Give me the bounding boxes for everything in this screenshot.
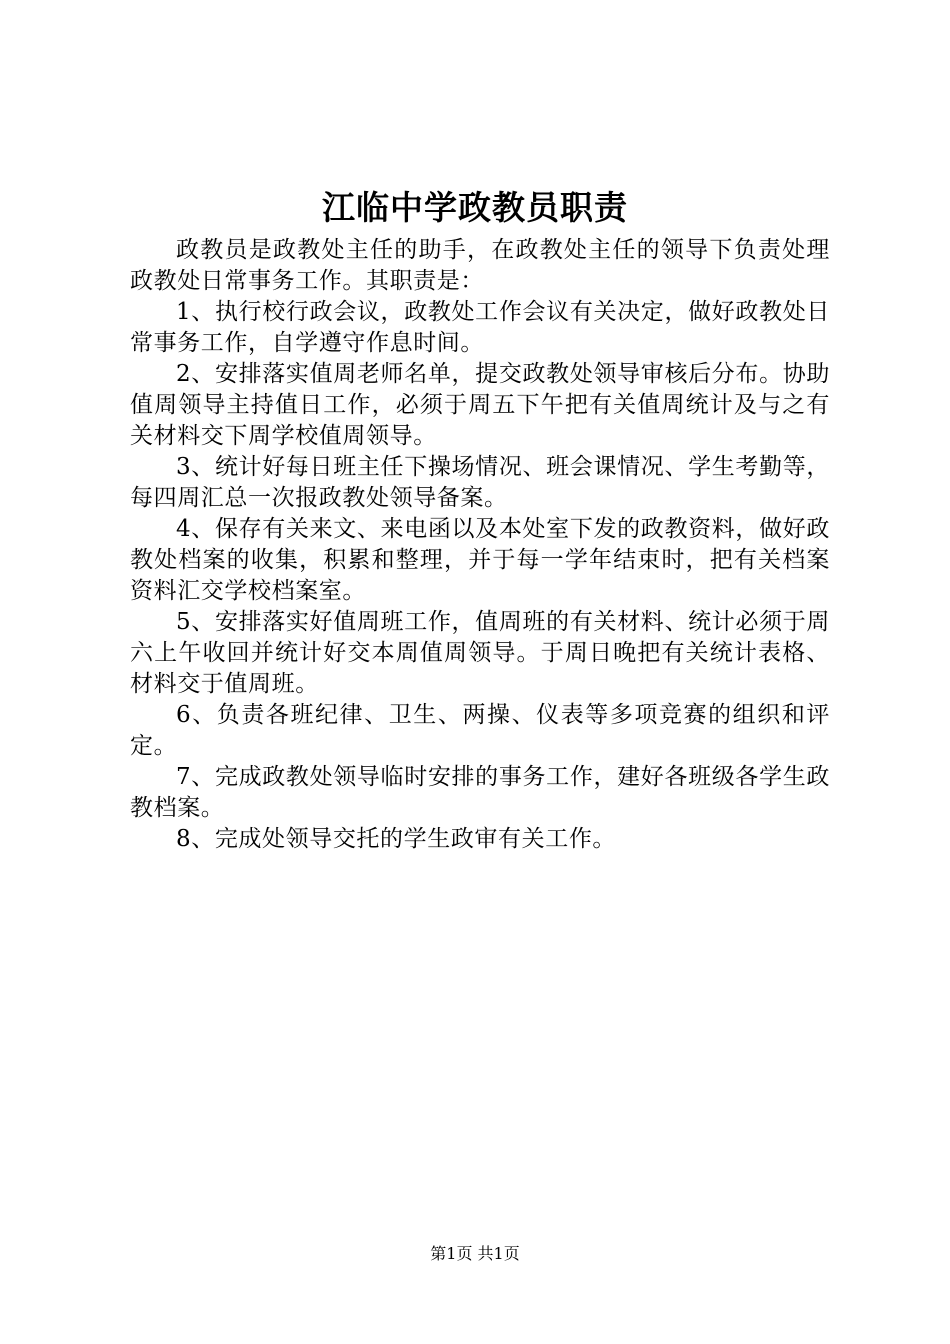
paragraph-duty-5: 5、安排落实好值周班工作，值周班的有关材料、统计必须于周六上午收回并统计好交本周值周领导。于周日晚把有关统计表格、材料交于值周班。 [130, 609, 830, 697]
document-body [130, 235, 830, 855]
paragraph-duty-6: 6、负责各班纪律、卫生、两操、仪表等多项竞赛的组织和评定。 [130, 702, 830, 759]
paragraph-intro: 政教员是政教处主任的助手，在政教处主任的领导下负责处理政教处日常事务工作。其职责是： [130, 237, 830, 294]
paragraph-duty-1: 1、执行校行政会议，政教处工作会议有关决定，做好政教处日常事务工作，自学遵守作息时间。 [130, 299, 830, 356]
document-title: 江临中学政教员职责 [322, 188, 628, 227]
paragraph-duty-7: 7、完成政教处领导临时安排的事务工作，建好各班级各学生政教档案。 [130, 764, 830, 821]
paragraph-duty-8: 8、完成处领导交托的学生政审有关工作。 [176, 826, 617, 852]
page-footer: 第1页 共1页 [430, 1244, 520, 1263]
paragraph-duty-2: 2、安排落实值周老师名单，提交政教处领导审核后分布。协助值周领导主持值日工作，必须于周五下午把有关值周统计及与之有关材料交下周学校值周领导。 [130, 361, 830, 449]
paragraph-duty-4: 4、保存有关来文、来电函以及本处室下发的政教资料，做好政教处档案的收集，积累和整理，并于每一学年结束时，把有关档案资料汇交学校档案室。 [130, 516, 830, 604]
paragraph-duty-3: 3、统计好每日班主任下操场情况、班会课情况、学生考勤等，每四周汇总一次报政教处领导备案。 [130, 454, 830, 511]
